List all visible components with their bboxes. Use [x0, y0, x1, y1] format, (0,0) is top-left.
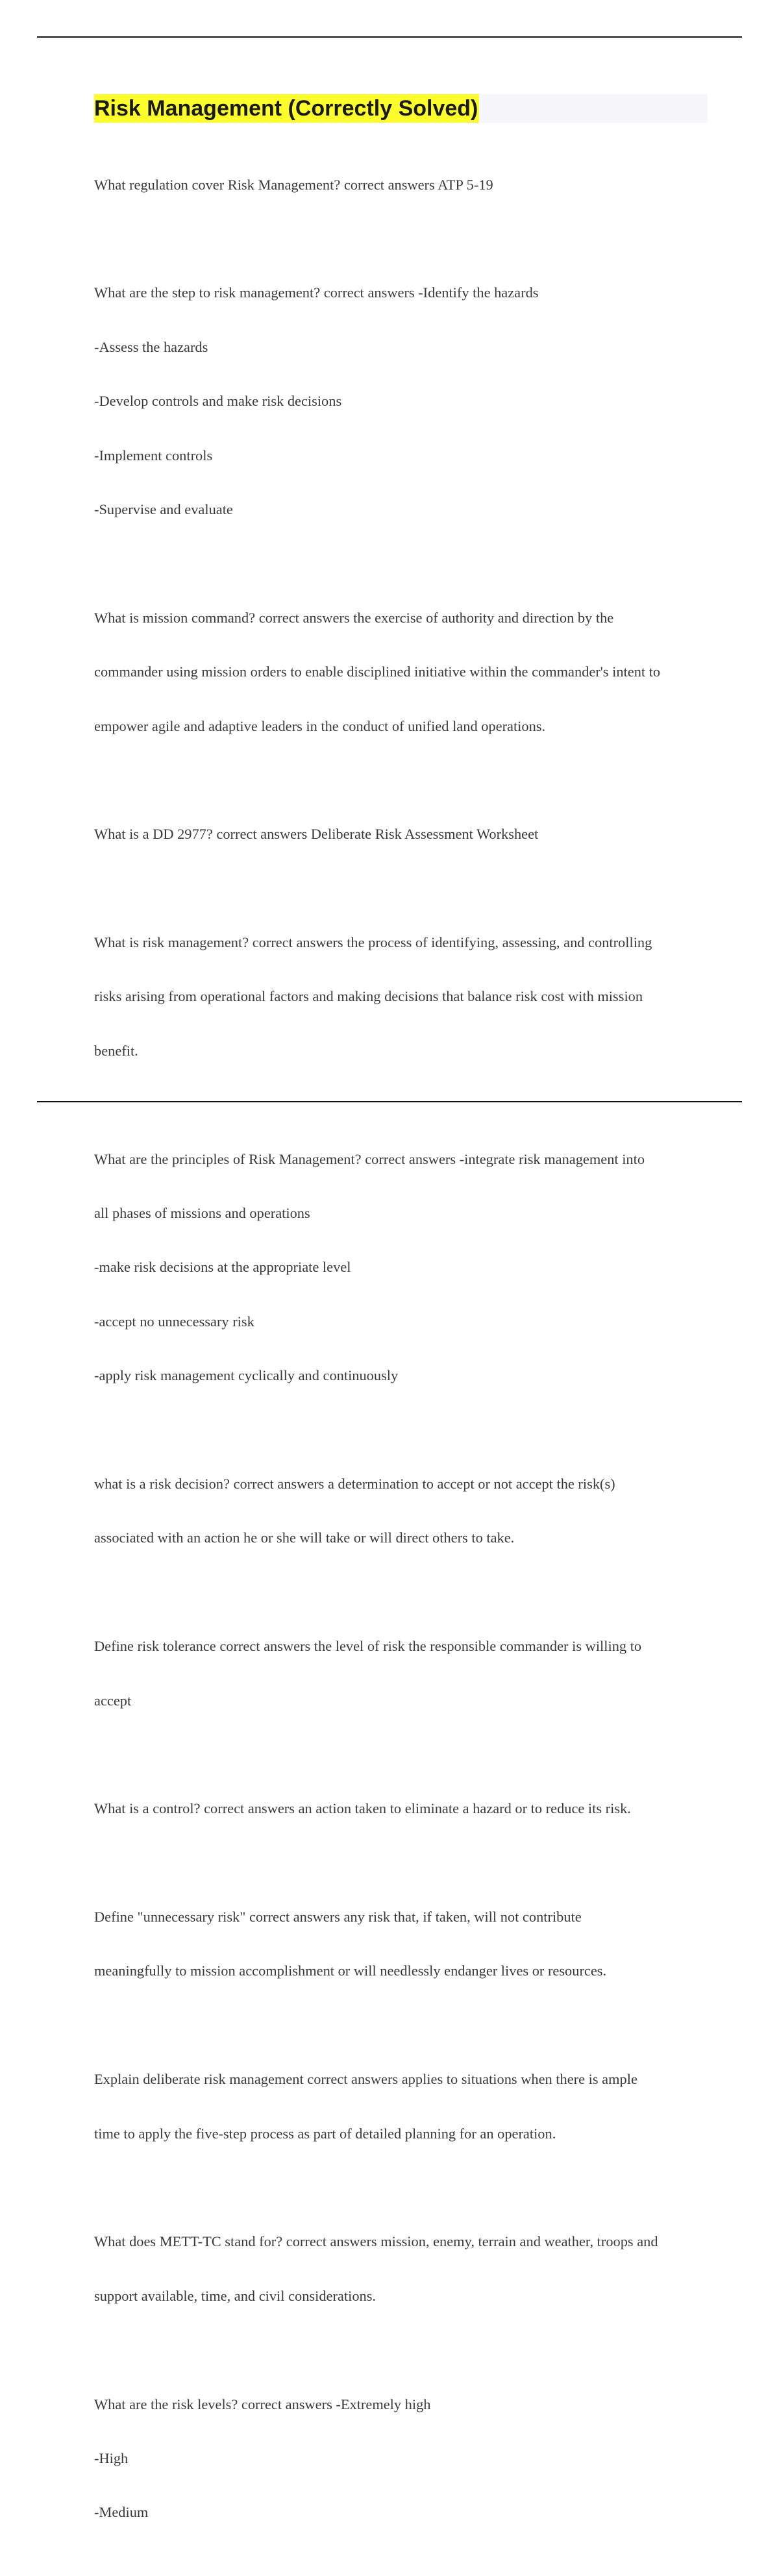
- qa-line: What are the risk levels? correct answers -Extremely high: [94, 2396, 431, 2412]
- qa-entry: [94, 789, 708, 880]
- qa-line: Define risk tolerance correct answers the level of risk the responsible commander is willing to: [94, 1638, 642, 1655]
- document-title: Risk Management (Correctly Solved): [94, 94, 479, 123]
- qa-entry: [94, 1602, 708, 1746]
- qa-line: What is a control? correct answers an action taken to eliminate a hazard or to reduce its risk.: [94, 1800, 631, 1817]
- bottom-divider: [37, 1101, 742, 1102]
- qa-line: What is a DD 2977? correct answers Deliberate Risk Assessment Worksheet: [94, 826, 539, 843]
- title-band: [94, 94, 708, 123]
- qa-line: What regulation cover Risk Management? correct answers ATP 5-19: [94, 176, 493, 193]
- top-divider: [37, 36, 742, 38]
- qa-line: What does METT-TC stand for? correct answers mission, enemy, terrain and weather, troops and: [94, 2233, 658, 2250]
- qa-line: associated with an action he or she will take or will direct others to take.: [94, 1530, 515, 1546]
- qa-line: What is risk management? correct answers the process of identifying, assessing, and controlling: [94, 934, 652, 951]
- qa-line: -Assess the hazards: [94, 338, 208, 355]
- qa-entry: [94, 897, 708, 1096]
- qa-list: [94, 140, 708, 2558]
- qa-entry: [94, 1764, 708, 1854]
- qa-line: -accept no unnecessary risk: [94, 1313, 254, 1330]
- qa-line: -Develop controls and make risk decisions: [94, 393, 342, 410]
- qa-line: -Medium: [94, 2504, 149, 2521]
- qa-entry: [94, 2035, 708, 2179]
- qa-line: -Supervise and evaluate: [94, 501, 233, 517]
- qa-line: Explain deliberate risk management correct answers applies to situations when there is ample: [94, 2071, 637, 2088]
- qa-line: meaningfully to mission accomplishment or will needlessly endanger lives or resources.: [94, 1963, 607, 1979]
- qa-entry: [94, 1872, 708, 2016]
- qa-line: accept: [94, 1692, 132, 1709]
- qa-line: -apply risk management cyclically and continuously: [94, 1367, 399, 1384]
- qa-line: What is mission command? correct answers the exercise of authority and direction by the: [94, 609, 614, 626]
- qa-line: benefit.: [94, 1042, 138, 1059]
- qa-line: commander using mission orders to enable disciplined initiative within the commander's intent to: [94, 663, 661, 680]
- qa-line: what is a risk decision? correct answers a determination to accept or not accept the risk(s): [94, 1475, 615, 1492]
- qa-entry: [94, 573, 708, 771]
- qa-line: all phases of missions and operations: [94, 1205, 310, 1222]
- qa-entry: [94, 140, 708, 230]
- qa-entry: [94, 1439, 708, 1583]
- qa-line: Define "unnecessary risk" correct answers any risk that, if taken, will not contribute: [94, 1909, 582, 1926]
- qa-line: What are the step to risk management? correct answers -Identify the hazards: [94, 284, 539, 301]
- qa-entry: [94, 248, 708, 555]
- qa-entry: [94, 2359, 708, 2558]
- qa-line: -make risk decisions at the appropriate level: [94, 1259, 351, 1276]
- qa-line: support available, time, and civil considerations.: [94, 2287, 377, 2304]
- qa-line: time to apply the five-step process as part of detailed planning for an operation.: [94, 2125, 556, 2142]
- qa-line: empower agile and adaptive leaders in the conduct of unified land operations.: [94, 717, 546, 734]
- qa-line: risks arising from operational factors and making decisions that balance risk cost with mission: [94, 988, 643, 1005]
- qa-line: -Implement controls: [94, 447, 213, 464]
- qa-line: What are the principles of Risk Management? correct answers -integrate risk management into: [94, 1150, 645, 1167]
- qa-entry: [94, 2197, 708, 2341]
- qa-entry: [94, 1114, 708, 1421]
- qa-line: -High: [94, 2450, 129, 2466]
- document-body: [94, 94, 708, 2576]
